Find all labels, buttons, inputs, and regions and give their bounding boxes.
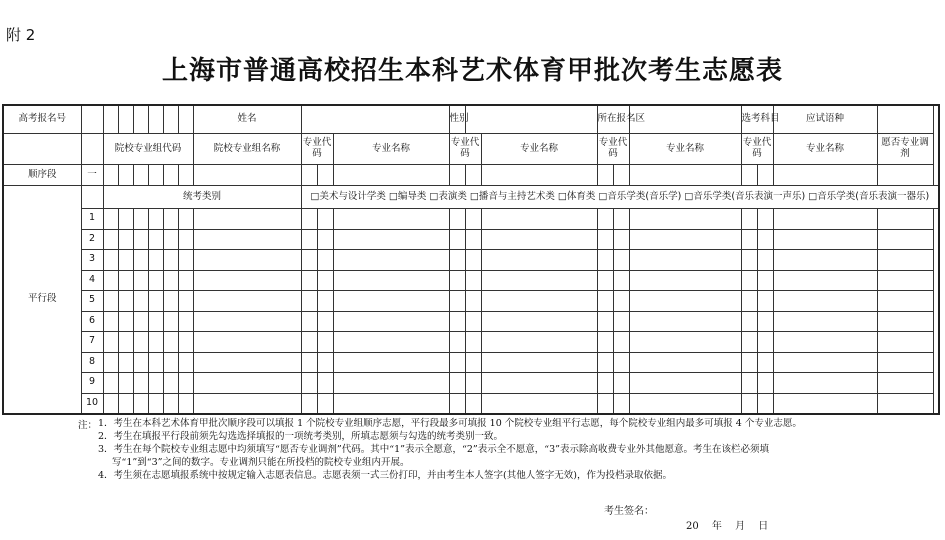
group-code-header: 院校专业组代码 <box>103 134 193 165</box>
category-option-musicology[interactable]: □音乐学类(音乐学) <box>598 190 682 202</box>
notes-block <box>74 417 934 482</box>
date-line: 20 年 月 日 <box>686 521 769 532</box>
language-field[interactable] <box>877 105 933 134</box>
note-item: 1．考生在本科艺术体育甲批次顺序段可以填报 1 个院校专业组顺序志愿，平行段最多可填报 10 个院校专业组平行志愿，每个院校专业组内最多可填报 4 个专业志愿。 <box>98 418 802 429</box>
region-field[interactable] <box>629 105 741 134</box>
exam-id-digit[interactable] <box>118 105 133 134</box>
parallel-label: 平行段 <box>3 186 81 415</box>
region-label: 所在报名区 <box>597 105 629 134</box>
row-number: 5 <box>81 291 103 312</box>
parallel-row <box>3 393 939 414</box>
signature-label: 考生签名： <box>604 506 654 517</box>
gender-label: 性别 <box>449 105 465 134</box>
category-option-vocal[interactable]: □音乐学类(音乐表演一声乐) <box>684 190 806 202</box>
row-number: 4 <box>81 270 103 291</box>
parallel-row <box>3 270 939 291</box>
parallel-row <box>3 291 939 312</box>
language-label: 应试语种 <box>773 105 877 134</box>
row-number: 1 <box>81 209 103 230</box>
major-code-header: 专业代码 <box>741 134 773 165</box>
row-number: 9 <box>81 373 103 394</box>
row-number: 2 <box>81 229 103 250</box>
category-options <box>301 186 939 209</box>
row-number: 6 <box>81 311 103 332</box>
group-name-header: 院校专业组名称 <box>193 134 301 165</box>
subject-label: 选考科目 <box>741 105 773 134</box>
sequential-row <box>3 165 939 186</box>
column-header-row <box>3 134 939 165</box>
category-option-broadcasting[interactable]: □播音与主持艺术类 <box>469 190 555 202</box>
major-name-header: 专业名称 <box>481 134 597 165</box>
category-row <box>3 186 939 209</box>
major-code-header: 专业代码 <box>597 134 629 165</box>
exam-id-digit[interactable] <box>148 105 163 134</box>
exam-id-digit[interactable] <box>163 105 178 134</box>
exam-id-digit[interactable] <box>81 105 103 134</box>
major-code-header: 专业代码 <box>449 134 481 165</box>
parallel-row <box>3 332 939 353</box>
row-number: 3 <box>81 250 103 271</box>
note-item: 写“1”到“3”之间的数字。专业调剂只能在所投档的院校专业组内开展。 <box>112 457 410 468</box>
parallel-row <box>3 352 939 373</box>
major-name-header: 专业名称 <box>773 134 877 165</box>
adjust-header: 愿否专业调剂 <box>877 134 933 165</box>
exam-id-digit[interactable] <box>133 105 148 134</box>
appendix-label: 附 2 <box>6 26 36 44</box>
exam-id-digit[interactable] <box>103 105 118 134</box>
row-number: 10 <box>81 393 103 414</box>
note-item: 3．考生在每个院校专业组志愿中均须填写“愿否专业调剂”代码。其中“1”表示全愿意，“2”表示全不愿意，“3”表示除高收费专业外其他愿意。考生在该栏必须填 <box>98 444 770 455</box>
exam-id-digit[interactable] <box>178 105 193 134</box>
major-name-header: 专业名称 <box>333 134 449 165</box>
note-item: 4．考生须在志愿填报系统中按规定输入志愿表信息。志愿表须一式三份打印，并由考生本人签字(其他人签字无效)，作为投档录取依据。 <box>98 470 672 481</box>
row-number: 8 <box>81 352 103 373</box>
exam-id-label: 高考报名号 <box>3 105 81 134</box>
parallel-row <box>3 373 939 394</box>
category-label: 统考类别 <box>103 186 301 209</box>
row-number: 7 <box>81 332 103 353</box>
gender-field[interactable] <box>465 105 597 134</box>
parallel-row <box>3 250 939 271</box>
parallel-row <box>3 311 939 332</box>
name-label: 姓名 <box>193 105 301 134</box>
name-field[interactable] <box>301 105 449 134</box>
category-option-art-design[interactable]: □美术与设计学类 <box>310 190 386 202</box>
category-option-sports[interactable]: □体育类 <box>557 190 596 202</box>
sequential-number: 一 <box>81 165 103 186</box>
sequential-label: 顺序段 <box>3 165 81 186</box>
page-title: 上海市普通高校招生本科艺术体育甲批次考生志愿表 <box>161 56 783 86</box>
notes-prefix: 注： <box>78 420 98 431</box>
major-name-header: 专业名称 <box>629 134 741 165</box>
category-option-performance[interactable]: □表演类 <box>429 190 467 202</box>
parallel-row <box>3 209 939 230</box>
major-code-header: 专业代码 <box>301 134 333 165</box>
category-option-directing[interactable]: □编导类 <box>388 190 427 202</box>
parallel-row <box>3 229 939 250</box>
note-item: 2．考生在填报平行段前须先勾选选择填报的一项统考类别，所填志愿须与勾选的统考类别一致。 <box>98 431 504 442</box>
application-form-table <box>2 104 940 415</box>
category-option-instrumental[interactable]: □音乐学类(音乐表演一器乐) <box>808 190 930 202</box>
header-info-row <box>3 105 939 134</box>
